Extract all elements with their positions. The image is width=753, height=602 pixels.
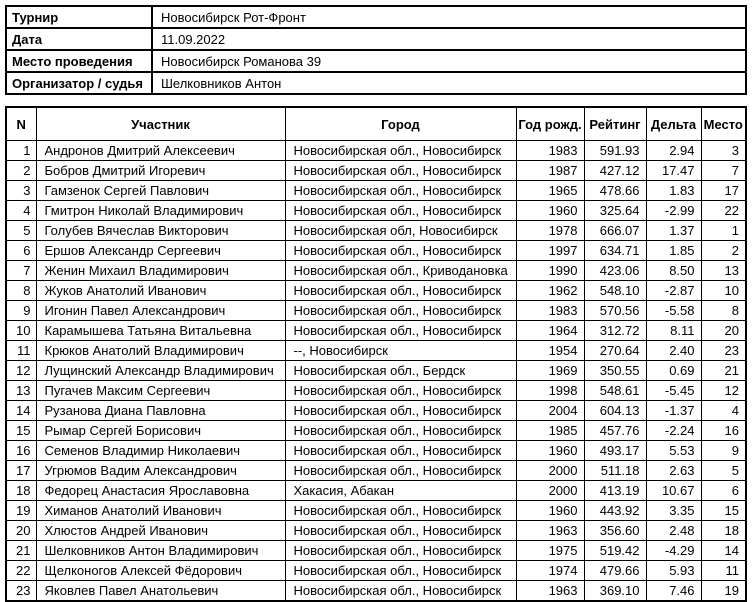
city-cell: Новосибирская обл., Новосибирск	[285, 301, 516, 321]
delta-cell: 2.63	[646, 461, 701, 481]
rank-cell: 14	[6, 401, 36, 421]
participant-cell: Женин Михаил Владимирович	[36, 261, 285, 281]
participant-cell: Карамышева Татьяна Витальевна	[36, 321, 285, 341]
delta-cell: 0.69	[646, 361, 701, 381]
city-cell: Новосибирская обл., Новосибирск	[285, 241, 516, 261]
tournament-info-table	[5, 5, 747, 95]
table-row	[6, 361, 746, 381]
participant-cell: Андронов Дмитрий Алексеевич	[36, 141, 285, 161]
rating-cell: 478.66	[584, 181, 646, 201]
rating-cell: 570.56	[584, 301, 646, 321]
delta-cell: -5.58	[646, 301, 701, 321]
place-cell: 14	[701, 541, 746, 561]
rating-cell: 548.10	[584, 281, 646, 301]
tournament-value: Новосибирск Рот-Фронт	[152, 6, 746, 28]
participant-cell: Угрюмов Вадим Александрович	[36, 461, 285, 481]
rank-cell: 3	[6, 181, 36, 201]
place-cell: 2	[701, 241, 746, 261]
birth-year-cell: 2000	[516, 461, 584, 481]
rating-cell: 493.17	[584, 441, 646, 461]
participant-cell: Хлюстов Андрей Иванович	[36, 521, 285, 541]
date-value: 11.09.2022	[152, 28, 746, 50]
participant-cell: Химанов Анатолий Иванович	[36, 501, 285, 521]
column-header-rating: Рейтинг	[584, 107, 646, 141]
city-cell: Новосибирская обл., Новосибирск	[285, 581, 516, 602]
rank-cell: 17	[6, 461, 36, 481]
table-row	[6, 441, 746, 461]
place-cell: 6	[701, 481, 746, 501]
participant-cell: Лущинский Александр Владимирович	[36, 361, 285, 381]
rank-cell: 20	[6, 521, 36, 541]
delta-cell: -2.24	[646, 421, 701, 441]
birth-year-cell: 1975	[516, 541, 584, 561]
participant-cell: Пугачев Максим Сергеевич	[36, 381, 285, 401]
delta-cell: 5.53	[646, 441, 701, 461]
city-cell: Новосибирская обл., Новосибирск	[285, 421, 516, 441]
birth-year-cell: 2000	[516, 481, 584, 501]
place-cell: 8	[701, 301, 746, 321]
rank-cell: 16	[6, 441, 36, 461]
table-row	[6, 201, 746, 221]
city-cell: Новосибирская обл., Криводановка	[285, 261, 516, 281]
rank-cell: 6	[6, 241, 36, 261]
delta-cell: 5.93	[646, 561, 701, 581]
rating-cell: 270.64	[584, 341, 646, 361]
place-cell: 9	[701, 441, 746, 461]
participant-cell: Ершов Александр Сергеевич	[36, 241, 285, 261]
birth-year-cell: 1983	[516, 141, 584, 161]
rank-cell: 12	[6, 361, 36, 381]
participant-cell: Яковлев Павел Анатольевич	[36, 581, 285, 602]
info-row-date	[6, 28, 746, 50]
city-cell: Новосибирская обл, Новосибирск	[285, 221, 516, 241]
organizer-value: Шелковников Антон	[152, 72, 746, 94]
birth-year-cell: 1990	[516, 261, 584, 281]
table-row	[6, 421, 746, 441]
delta-cell: -5.45	[646, 381, 701, 401]
place-cell: 1	[701, 221, 746, 241]
place-cell: 16	[701, 421, 746, 441]
city-cell: Новосибирская обл., Новосибирск	[285, 501, 516, 521]
rating-cell: 369.10	[584, 581, 646, 602]
city-cell: --, Новосибирск	[285, 341, 516, 361]
rank-cell: 23	[6, 581, 36, 602]
city-cell: Новосибирская обл., Новосибирск	[285, 201, 516, 221]
birth-year-cell: 1962	[516, 281, 584, 301]
delta-cell: 17.47	[646, 161, 701, 181]
city-cell: Новосибирская обл., Новосибирск	[285, 461, 516, 481]
city-cell: Новосибирская обл., Новосибирск	[285, 441, 516, 461]
rating-cell: 423.06	[584, 261, 646, 281]
birth-year-cell: 1964	[516, 321, 584, 341]
participant-cell: Голубев Вячеслав Викторович	[36, 221, 285, 241]
place-cell: 23	[701, 341, 746, 361]
participant-cell: Гамзенок Сергей Павлович	[36, 181, 285, 201]
city-cell: Новосибирская обл., Новосибирск	[285, 521, 516, 541]
birth-year-cell: 2004	[516, 401, 584, 421]
rating-cell: 427.12	[584, 161, 646, 181]
city-cell: Новосибирская обл., Новосибирск	[285, 321, 516, 341]
column-header-city: Город	[285, 107, 516, 141]
table-row	[6, 301, 746, 321]
column-header-delta: Дельта	[646, 107, 701, 141]
participant-cell: Игонин Павел Александрович	[36, 301, 285, 321]
date-label: Дата	[6, 28, 152, 50]
table-row	[6, 501, 746, 521]
rank-cell: 21	[6, 541, 36, 561]
place-cell: 15	[701, 501, 746, 521]
city-cell: Новосибирская обл., Новосибирск	[285, 141, 516, 161]
rank-cell: 22	[6, 561, 36, 581]
birth-year-cell: 1974	[516, 561, 584, 581]
place-cell: 21	[701, 361, 746, 381]
table-row	[6, 561, 746, 581]
results-header-row	[6, 107, 746, 141]
info-row-organizer	[6, 72, 746, 94]
delta-cell: -2.99	[646, 201, 701, 221]
birth-year-cell: 1987	[516, 161, 584, 181]
delta-cell: 7.46	[646, 581, 701, 602]
participant-cell: Бобров Дмитрий Игоревич	[36, 161, 285, 181]
city-cell: Новосибирская обл., Новосибирск	[285, 381, 516, 401]
venue-value: Новосибирск Романова 39	[152, 50, 746, 72]
city-cell: Новосибирская обл., Новосибирск	[285, 561, 516, 581]
delta-cell: 1.37	[646, 221, 701, 241]
participant-cell: Щелконогов Алексей Фёдорович	[36, 561, 285, 581]
tournament-label: Турнир	[6, 6, 152, 28]
place-cell: 10	[701, 281, 746, 301]
delta-cell: 2.94	[646, 141, 701, 161]
rating-cell: 519.42	[584, 541, 646, 561]
place-cell: 18	[701, 521, 746, 541]
rating-cell: 325.64	[584, 201, 646, 221]
place-cell: 22	[701, 201, 746, 221]
delta-cell: 3.35	[646, 501, 701, 521]
rank-cell: 10	[6, 321, 36, 341]
table-row	[6, 241, 746, 261]
birth-year-cell: 1969	[516, 361, 584, 381]
place-cell: 11	[701, 561, 746, 581]
city-cell: Новосибирская обл., Новосибирск	[285, 541, 516, 561]
table-row	[6, 541, 746, 561]
rank-cell: 9	[6, 301, 36, 321]
table-row	[6, 481, 746, 501]
results-table	[5, 106, 747, 602]
table-row	[6, 401, 746, 421]
place-cell: 3	[701, 141, 746, 161]
column-header-birth-year: Год рожд.	[516, 107, 584, 141]
rating-cell: 634.71	[584, 241, 646, 261]
place-cell: 20	[701, 321, 746, 341]
rank-cell: 15	[6, 421, 36, 441]
rank-cell: 13	[6, 381, 36, 401]
city-cell: Новосибирская обл., Новосибирск	[285, 401, 516, 421]
place-cell: 12	[701, 381, 746, 401]
table-row	[6, 321, 746, 341]
city-cell: Хакасия, Абакан	[285, 481, 516, 501]
table-row	[6, 281, 746, 301]
table-row	[6, 521, 746, 541]
delta-cell: -1.37	[646, 401, 701, 421]
column-header-place: Место	[701, 107, 746, 141]
place-cell: 7	[701, 161, 746, 181]
rating-cell: 356.60	[584, 521, 646, 541]
city-cell: Новосибирская обл., Новосибирск	[285, 161, 516, 181]
table-row	[6, 261, 746, 281]
city-cell: Новосибирская обл., Новосибирск	[285, 281, 516, 301]
rating-cell: 511.18	[584, 461, 646, 481]
venue-label: Место проведения	[6, 50, 152, 72]
participant-cell: Жуков Анатолий Иванович	[36, 281, 285, 301]
participant-cell: Семенов Владимир Николаевич	[36, 441, 285, 461]
rank-cell: 1	[6, 141, 36, 161]
birth-year-cell: 1998	[516, 381, 584, 401]
delta-cell: -4.29	[646, 541, 701, 561]
place-cell: 17	[701, 181, 746, 201]
city-cell: Новосибирская обл., Бердск	[285, 361, 516, 381]
rank-cell: 19	[6, 501, 36, 521]
participant-cell: Рымар Сергей Борисович	[36, 421, 285, 441]
delta-cell: 8.11	[646, 321, 701, 341]
participant-cell: Гмитрон Николай Владимирович	[36, 201, 285, 221]
rating-cell: 443.92	[584, 501, 646, 521]
birth-year-cell: 1985	[516, 421, 584, 441]
rating-cell: 548.61	[584, 381, 646, 401]
column-header-number: N	[6, 107, 36, 141]
participant-cell: Рузанова Диана Павловна	[36, 401, 285, 421]
participant-cell: Федорец Анастасия Ярославовна	[36, 481, 285, 501]
place-cell: 4	[701, 401, 746, 421]
delta-cell: 2.48	[646, 521, 701, 541]
rating-cell: 312.72	[584, 321, 646, 341]
place-cell: 5	[701, 461, 746, 481]
city-cell: Новосибирская обл., Новосибирск	[285, 181, 516, 201]
table-row	[6, 341, 746, 361]
birth-year-cell: 1963	[516, 581, 584, 602]
birth-year-cell: 1960	[516, 201, 584, 221]
rank-cell: 11	[6, 341, 36, 361]
table-row	[6, 181, 746, 201]
birth-year-cell: 1954	[516, 341, 584, 361]
birth-year-cell: 1960	[516, 441, 584, 461]
birth-year-cell: 1965	[516, 181, 584, 201]
rank-cell: 18	[6, 481, 36, 501]
participant-cell: Крюков Анатолий Владимирович	[36, 341, 285, 361]
rating-cell: 413.19	[584, 481, 646, 501]
rating-cell: 591.93	[584, 141, 646, 161]
birth-year-cell: 1963	[516, 521, 584, 541]
rank-cell: 2	[6, 161, 36, 181]
column-header-participant: Участник	[36, 107, 285, 141]
rating-cell: 666.07	[584, 221, 646, 241]
birth-year-cell: 1960	[516, 501, 584, 521]
birth-year-cell: 1978	[516, 221, 584, 241]
rank-cell: 8	[6, 281, 36, 301]
delta-cell: 1.83	[646, 181, 701, 201]
delta-cell: -2.87	[646, 281, 701, 301]
rank-cell: 7	[6, 261, 36, 281]
rating-cell: 350.55	[584, 361, 646, 381]
table-row	[6, 381, 746, 401]
delta-cell: 2.40	[646, 341, 701, 361]
delta-cell: 1.85	[646, 241, 701, 261]
delta-cell: 8.50	[646, 261, 701, 281]
delta-cell: 10.67	[646, 481, 701, 501]
birth-year-cell: 1983	[516, 301, 584, 321]
rank-cell: 4	[6, 201, 36, 221]
rank-cell: 5	[6, 221, 36, 241]
table-row	[6, 461, 746, 481]
rating-cell: 604.13	[584, 401, 646, 421]
table-row	[6, 141, 746, 161]
table-row	[6, 161, 746, 181]
place-cell: 19	[701, 581, 746, 602]
participant-cell: Шелковников Антон Владимирович	[36, 541, 285, 561]
rating-cell: 457.76	[584, 421, 646, 441]
info-row-venue	[6, 50, 746, 72]
rating-cell: 479.66	[584, 561, 646, 581]
table-row	[6, 581, 746, 602]
info-row-tournament	[6, 6, 746, 28]
table-row	[6, 221, 746, 241]
birth-year-cell: 1997	[516, 241, 584, 261]
place-cell: 13	[701, 261, 746, 281]
organizer-label: Организатор / судья	[6, 72, 152, 94]
